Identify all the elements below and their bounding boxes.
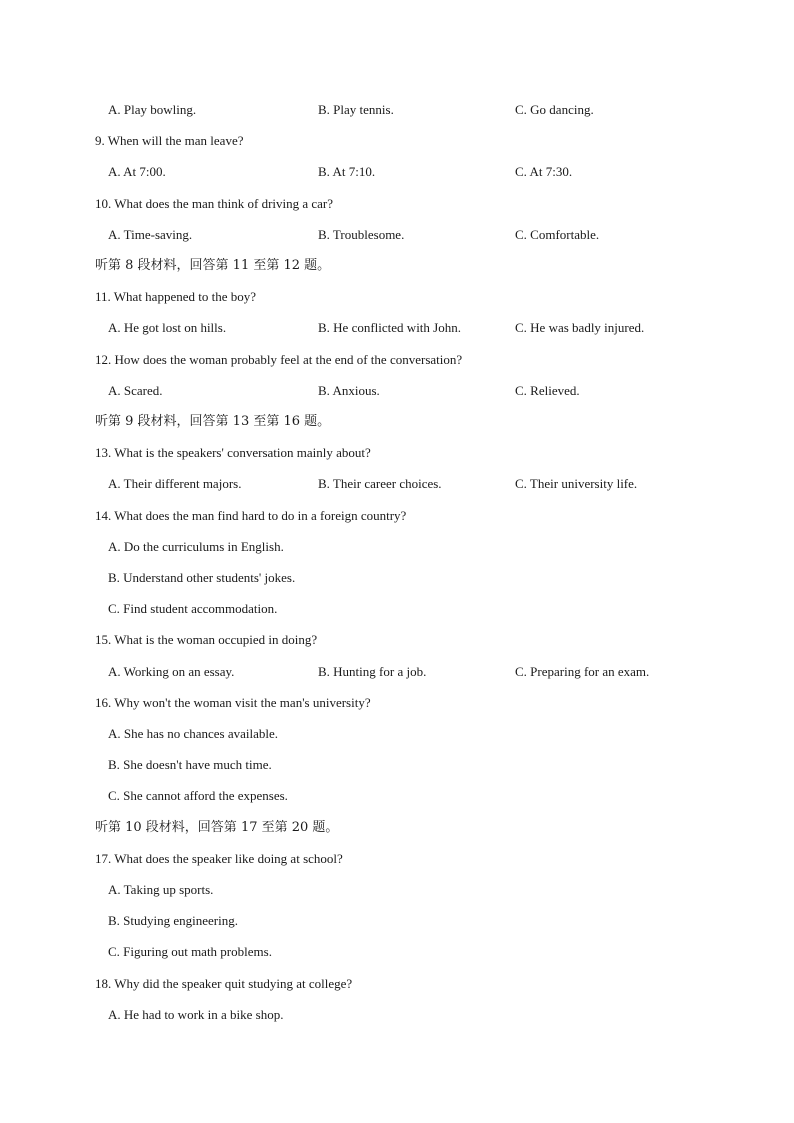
option-line [0,599,794,619]
option-text: A. She has no chances available. [108,726,279,741]
question-text: 14. What does the man find hard to do in a foreign country? [95,507,407,523]
option-text: A. He had to work in a bike shop. [108,1006,284,1022]
option-c: C. At 7:30. [515,164,573,180]
option-line [0,1005,794,1025]
option-a: A. Time-saving. [108,226,193,242]
option-text: A. Do the curriculums in English. [108,538,284,554]
option-text: A. Taking up sports. [108,882,214,897]
option-line [0,755,794,775]
option-c: C. Relieved. [515,382,580,398]
option-a: A. Their different majors. [108,476,242,492]
option-a: A. Scared. [108,382,163,398]
option-row [0,662,794,682]
question-text: 15. What is the woman occupied in doing? [95,632,318,648]
option-c: C. He was badly injured. [515,320,645,336]
section-heading: 听第 8 段材料，回答第 11 至第 12 题。 [95,258,331,273]
option-text: C. Figuring out math problems. [108,944,272,960]
option-c: C. Preparing for an exam. [515,663,650,679]
question-text: 10. What does the man think of driving a car? [95,195,334,211]
option-b: B. Anxious. [318,382,380,398]
option-b: B. At 7:10. [318,164,376,180]
option-c: C. Comfortable. [515,226,600,242]
question-text: 16. Why won't the woman visit the man's university? [95,694,371,710]
question-text: 17. What does the speaker like doing at school? [95,850,343,866]
option-row [0,225,794,245]
option-a: A. He got lost on hills. [108,320,227,336]
option-b: B. Their career choices. [318,476,442,492]
question-text: 12. How does the woman probably feel at the end of the conversation? [95,351,463,367]
option-row [0,162,794,182]
question-text: 9. When will the man leave? [95,133,244,149]
option-c: C. Their university life. [515,476,638,492]
option-a: A. At 7:00. [108,164,166,180]
option-b: B. He conflicted with John. [318,320,461,336]
section-heading: 听第 10 段材料，回答第 17 至第 20 题。 [95,819,339,835]
option-text: B. Understand other students' jokes. [108,570,296,585]
option-text: C. She cannot afford the expenses. [108,788,288,804]
option-b: B. Hunting for a job. [318,663,427,679]
option-c: C. Go dancing. [515,102,594,117]
question-text: 13. What is the speakers' conversation mainly about? [95,445,371,461]
option-line [0,537,794,557]
option-row [0,100,794,120]
option-row [0,318,794,338]
option-b: B. Troublesome. [318,226,405,242]
option-line [0,942,794,962]
question-text: 11. What happened to the boy? [95,289,257,305]
option-line [0,880,794,900]
option-b: B. Play tennis. [318,102,394,117]
option-row [0,474,794,494]
section-heading: 听第 9 段材料，回答第 13 至第 16 题。 [95,414,331,429]
option-line [0,911,794,931]
option-text: B. She doesn't have much time. [108,757,272,773]
option-line [0,786,794,806]
option-a: A. Working on an essay. [108,663,235,679]
option-text: C. Find student accommodation. [108,601,278,617]
option-row [0,381,794,401]
option-text: B. Studying engineering. [108,913,238,929]
option-line [0,724,794,744]
option-line [0,568,794,588]
option-a: A. Play bowling. [108,102,197,117]
question-text: 18. Why did the speaker quit studying at college? [95,975,353,991]
